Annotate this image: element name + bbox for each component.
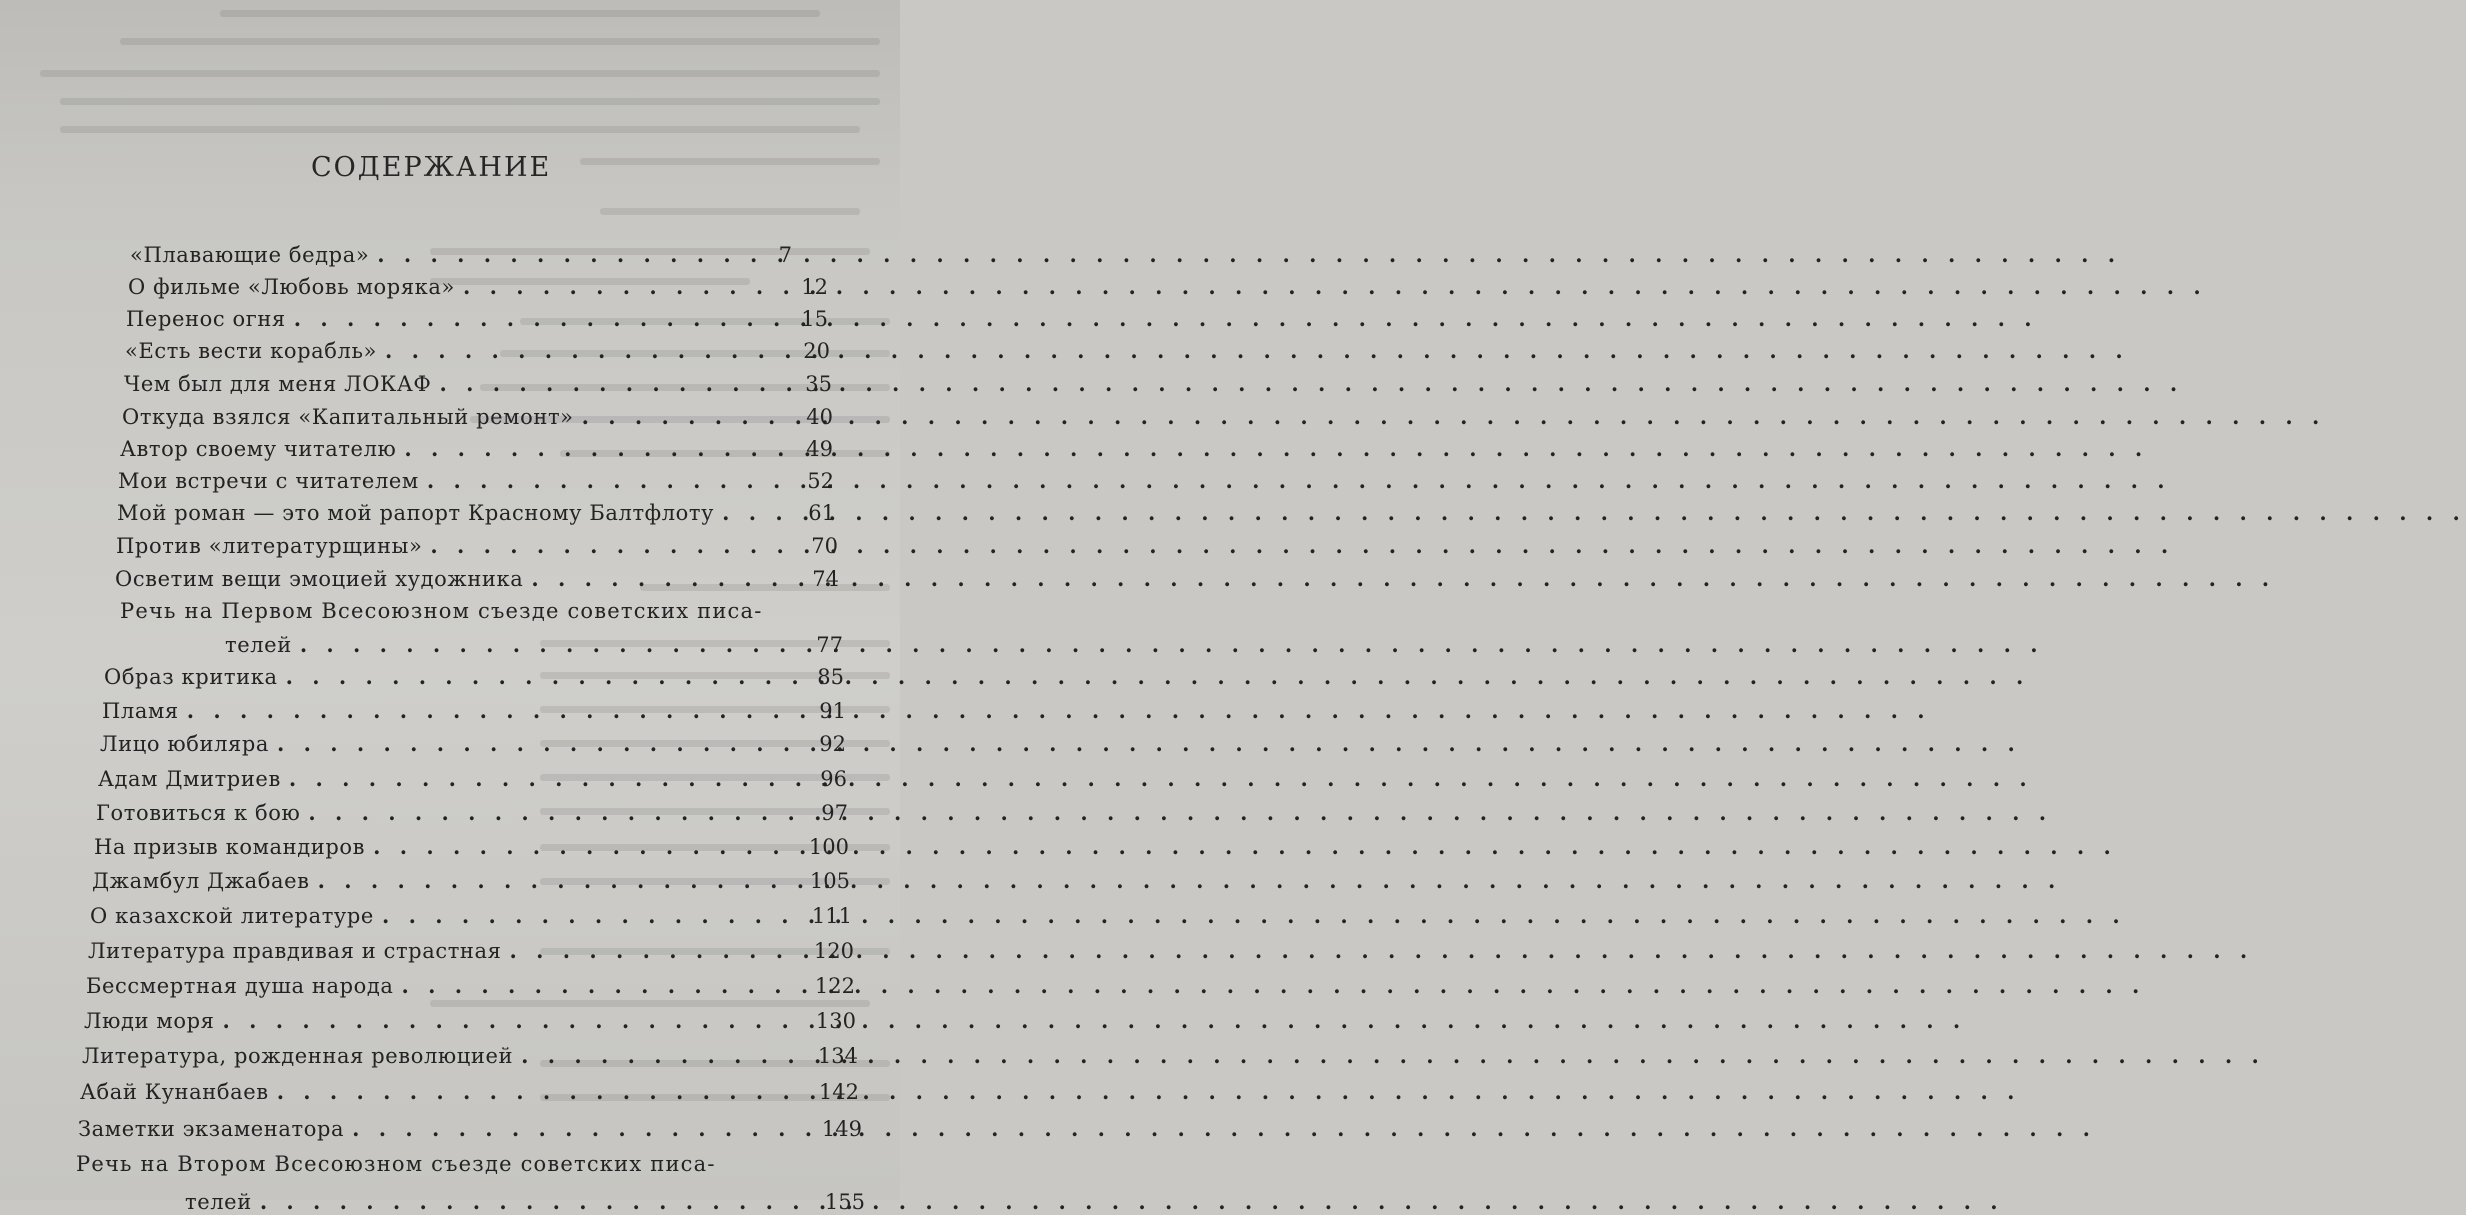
- contents-heading: СОДЕРЖАНИЕ: [311, 152, 552, 183]
- toc-entry-title: Люди моря: [84, 1009, 215, 1033]
- toc-entry-title: Джамбул Джабаев: [92, 869, 310, 893]
- toc-entry-title: Перенос огня: [126, 307, 286, 331]
- toc-entry-title: Лицо юбиляра: [100, 732, 270, 756]
- toc-leader-dots: [308, 800, 800, 826]
- toc-page-number: 52: [807, 469, 834, 493]
- toc-entry-title: Абай Кунанбаев: [80, 1080, 269, 1104]
- toc-entry[interactable]: [120, 430, 833, 462]
- toc-entry[interactable]: [225, 626, 843, 658]
- toc-entry[interactable]: [98, 760, 847, 792]
- table-of-contents: [0, 0, 900, 1214]
- toc-leader-dots: [318, 868, 802, 894]
- toc-entry[interactable]: [126, 300, 828, 332]
- toc-entry[interactable]: [78, 1110, 862, 1142]
- toc-entry-title: Пламя: [102, 699, 179, 723]
- toc-page-number: 49: [806, 437, 833, 461]
- toc-page-number: 142: [818, 1080, 859, 1104]
- toc-entry-title: Готовиться к бою: [96, 801, 301, 825]
- toc-entry[interactable]: [128, 268, 828, 300]
- toc-leader-dots: [222, 1008, 807, 1034]
- toc-entry[interactable]: [82, 1037, 858, 1069]
- toc-entry-title: Откуда взялся «Капитальный ремонт»: [122, 405, 574, 429]
- toc-page-number: 134: [817, 1044, 858, 1068]
- toc-leader-dots: [402, 973, 807, 999]
- toc-entry[interactable]: [104, 658, 844, 690]
- toc-leader-dots: [430, 533, 790, 559]
- toc-leader-dots: [352, 1116, 814, 1142]
- toc-entry-title: Автор своему читателю: [120, 437, 397, 461]
- toc-entry[interactable]: [185, 1183, 865, 1215]
- toc-page-number: 77: [816, 633, 843, 657]
- toc-page-number: 85: [817, 665, 844, 689]
- toc-page-number: 35: [805, 372, 832, 396]
- toc-page-number: 149: [821, 1117, 862, 1141]
- toc-entry-title: Против «литературщины»: [116, 534, 423, 558]
- toc-entry[interactable]: [92, 862, 850, 894]
- toc-entry[interactable]: [102, 692, 846, 724]
- toc-entry-title: телей: [185, 1190, 252, 1214]
- toc-entry-title: Мой роман — это мой рапорт Красному Балтфлоту: [117, 501, 715, 525]
- toc-leader-dots: [427, 468, 786, 494]
- toc-leader-dots: [286, 664, 796, 690]
- book-page: [0, 0, 900, 1214]
- toc-leader-dots: [294, 306, 780, 332]
- toc-entry[interactable]: [130, 236, 792, 268]
- toc-page-number: 130: [815, 1009, 856, 1033]
- toc-leader-dots: [377, 242, 744, 268]
- toc-entry[interactable]: [100, 725, 846, 757]
- toc-entry-title: Осветим вещи эмоцией художника: [115, 567, 524, 591]
- toc-page-number: 40: [806, 405, 833, 429]
- toc-entry-title: Бессмертная душа народа: [86, 974, 394, 998]
- toc-entry-title: На призыв командиров: [94, 835, 366, 859]
- toc-entry[interactable]: [96, 794, 848, 826]
- toc-entry-title-line1: Речь на Втором Всесоюзном съезде советских писа-: [76, 1152, 716, 1176]
- toc-page-number: 105: [809, 869, 850, 893]
- toc-page-number: 7: [778, 243, 792, 267]
- toc-page-number: 120: [813, 939, 854, 963]
- toc-leader-dots: [463, 274, 780, 300]
- toc-entry-title: телей: [225, 633, 292, 657]
- toc-entry-title: О фильме «Любовь моряка»: [128, 275, 455, 299]
- toc-entry[interactable]: [115, 560, 839, 592]
- toc-page-number: 12: [801, 275, 828, 299]
- toc-entry[interactable]: [94, 828, 849, 860]
- toc-leader-dots: [187, 698, 798, 724]
- toc-entry-title: Литература, рожденная революцией: [82, 1044, 514, 1068]
- toc-page-number: 111: [811, 904, 852, 928]
- toc-entry-title: Заметки экзаменатора: [78, 1117, 345, 1141]
- toc-entry[interactable]: [125, 332, 830, 364]
- toc-entry-title: О казахской литературе: [90, 904, 374, 928]
- toc-page-number: 91: [819, 699, 846, 723]
- toc-entry-title: Образ критика: [104, 665, 278, 689]
- toc-leader-dots: [382, 903, 804, 929]
- toc-leader-dots: [289, 766, 799, 792]
- toc-leader-dots: [260, 1189, 817, 1215]
- toc-page-number: 96: [820, 767, 847, 791]
- toc-entry[interactable]: [122, 398, 833, 430]
- toc-entry-title-line1: Речь на Первом Всесоюзном съезде советских писа-: [120, 599, 763, 623]
- toc-entry[interactable]: [117, 494, 835, 526]
- toc-entry-title: «Плавающие бедра»: [130, 243, 370, 267]
- toc-leader-dots: [531, 566, 791, 592]
- toc-leader-dots: [300, 632, 795, 658]
- toc-leader-dots: [509, 938, 805, 964]
- toc-entry-title: Адам Дмитриев: [98, 767, 281, 791]
- toc-page-number: 70: [811, 534, 838, 558]
- toc-page-number: 20: [803, 339, 830, 363]
- toc-entry[interactable]: [88, 932, 854, 964]
- toc-page-number: 15: [801, 307, 828, 331]
- toc-entry-title: Чем был для меня ЛОКАФ: [124, 372, 432, 396]
- toc-entry[interactable]: [84, 1002, 856, 1034]
- toc-leader-dots: [385, 338, 782, 364]
- toc-leader-dots: [582, 404, 785, 430]
- toc-page-number: 122: [814, 974, 855, 998]
- toc-page-number: 92: [819, 732, 846, 756]
- toc-page-number: 61: [808, 501, 835, 525]
- toc-entry-title: Литература правдивая и страстная: [88, 939, 502, 963]
- toc-leader-dots: [722, 500, 787, 526]
- toc-page-number: 155: [824, 1190, 865, 1214]
- toc-page-number: 74: [812, 567, 839, 591]
- toc-leader-dots: [521, 1043, 810, 1069]
- toc-entry[interactable]: [86, 967, 855, 999]
- toc-leader-dots: [277, 1079, 811, 1105]
- toc-leader-dots: [404, 436, 785, 462]
- toc-entry[interactable]: [118, 462, 834, 494]
- toc-entry-title: Мои встречи с читателем: [118, 469, 419, 493]
- toc-leader-dots: [373, 834, 801, 860]
- toc-entry-title: «Есть вести корабль»: [125, 339, 377, 363]
- toc-leader-dots: [277, 731, 798, 757]
- toc-page-number: 97: [821, 801, 848, 825]
- toc-entry[interactable]: [90, 897, 852, 929]
- toc-leader-dots: [439, 371, 784, 397]
- toc-entry[interactable]: [124, 365, 832, 397]
- toc-entry[interactable]: [80, 1073, 859, 1105]
- toc-page-number: 100: [808, 835, 849, 859]
- toc-entry[interactable]: [116, 527, 838, 559]
